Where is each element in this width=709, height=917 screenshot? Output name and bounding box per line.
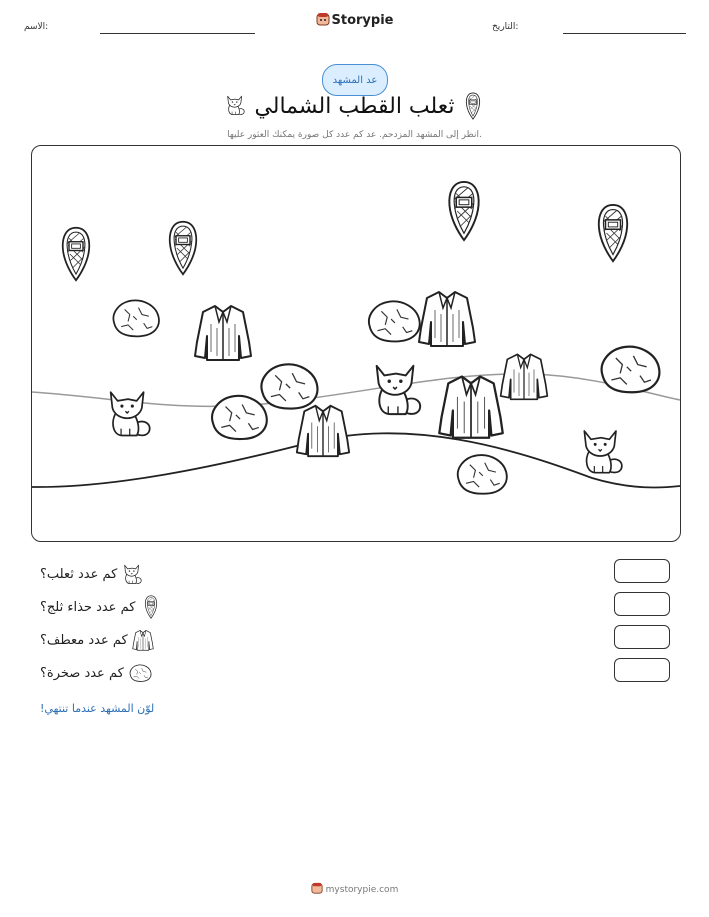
coat-icon	[132, 629, 154, 651]
page-title: ثعلب القطب الشمالي	[254, 94, 455, 119]
date-label: التاريخ:	[492, 22, 519, 32]
snowshoe-title-icon	[465, 92, 481, 124]
rock-6	[458, 455, 507, 494]
question-snowshoe-text: كم عدد حذاء ثلج؟	[40, 599, 136, 615]
coat-1	[195, 306, 251, 360]
fox-icon	[121, 562, 143, 586]
name-label: الاسم:	[24, 22, 49, 32]
activity-badge: عد المشهد	[322, 64, 388, 96]
rock-3	[602, 347, 660, 393]
coat-4	[439, 377, 502, 438]
question-coat-text: كم عدد معطف؟	[40, 632, 128, 648]
coat-5	[297, 406, 349, 456]
date-line[interactable]	[563, 33, 686, 34]
question-coat	[40, 628, 154, 652]
question-snowshoe	[40, 595, 159, 619]
question-fox-text: كم عدد ثعلب؟	[40, 566, 118, 582]
rock-5	[212, 396, 267, 439]
rock-1	[113, 300, 159, 336]
counting-scene[interactable]	[31, 145, 681, 542]
site-footer[interactable]	[0, 882, 709, 895]
fox-2	[377, 366, 421, 414]
coloring-note: لوّن المشهد عندما تنتهي!	[40, 702, 155, 715]
instructions: انظر إلى المشهد المزدحم. عد كم عدد كل صورة يمكنك العثور عليها.	[227, 130, 482, 140]
snowshoe-1	[63, 228, 90, 281]
coat-3	[501, 354, 548, 399]
answer-box-fox[interactable]	[614, 559, 670, 583]
brand-name: Storypie	[331, 13, 394, 28]
answer-box-snowshoe[interactable]	[614, 592, 670, 616]
site-url: mystorypie.com	[325, 885, 399, 895]
snowshoe-4	[599, 205, 627, 261]
name-line[interactable]	[100, 33, 255, 34]
fox-3	[584, 431, 622, 473]
snowshoe-2	[170, 222, 197, 275]
storypie-footer-icon	[311, 882, 323, 894]
fox-1	[111, 392, 150, 435]
rock-icon	[128, 663, 152, 683]
brand-logo	[0, 12, 709, 28]
front-hill-line	[32, 433, 680, 487]
rock-4	[261, 364, 317, 408]
snowshoe-3	[449, 182, 478, 240]
question-rock-text: كم عدد صخرة؟	[40, 665, 124, 681]
rock-2	[369, 301, 420, 341]
scene-illustration	[32, 146, 680, 541]
question-rock	[40, 661, 152, 685]
storypie-mascot-icon	[316, 12, 330, 26]
answer-box-rock[interactable]	[614, 658, 670, 682]
answer-box-coat[interactable]	[614, 625, 670, 649]
question-fox	[40, 562, 143, 586]
snowshoe-icon	[143, 595, 159, 619]
coat-2	[419, 292, 475, 346]
